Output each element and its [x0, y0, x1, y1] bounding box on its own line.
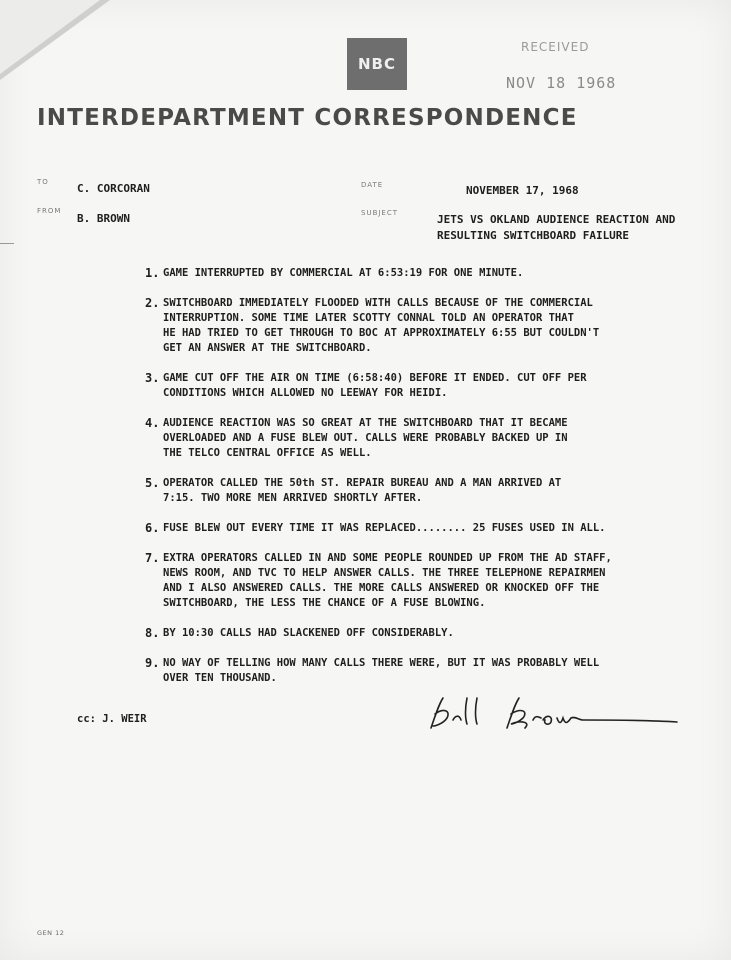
list-item — [145, 266, 705, 281]
item-text: SWITCHBOARD IMMEDIATELY FLOODED WITH CALLS BECAUSE OF THE COMMERCIAL INTERRUPTION. SOME TIME LATER SCOTTY CONNAL TOLD AN OPERATOR THAT HE HAD TRIED TO GET THROUGH TO BOC AT APPROXIMATELY 6:55 BUT COULDN'T GET AN ANSWER AT THE SWITCHBOARD. — [163, 297, 600, 354]
item-number: 4. — [145, 416, 160, 430]
item-text: GAME CUT OFF THE AIR ON TIME (6:58:40) BEFORE IT ENDED. CUT OFF PER CONDITIONS WHICH ALLOWED NO LEEWAY FOR HEIDI. — [163, 372, 587, 399]
list-item — [145, 296, 705, 356]
cc-line: cc: J. WEIR — [77, 713, 147, 725]
item-text: AUDIENCE REACTION WAS SO GREAT AT THE SWITCHBOARD THAT IT BECAME OVERLOADED AND A FUSE BLEW OUT. CALLS WERE PROBABLY BACKED UP IN THE TELCO CENTRAL OFFICE AS WELL. — [163, 417, 568, 459]
list-item — [145, 626, 705, 641]
list-item — [145, 656, 705, 686]
item-number: 2. — [145, 296, 160, 310]
item-number: 7. — [145, 551, 160, 565]
list-item — [145, 416, 705, 461]
folded-corner-highlight — [0, 0, 100, 74]
received-stamp-date: NOV 18 1968 — [506, 74, 617, 92]
from-label: FROM — [37, 207, 62, 215]
received-stamp-label: RECEIVED — [521, 40, 590, 54]
from-value: B. BROWN — [77, 212, 130, 225]
date-label: DATE — [361, 181, 384, 189]
list-item — [145, 476, 705, 506]
subject-label: SUBJECT — [361, 209, 399, 217]
document-title: INTERDEPARTMENT CORRESPONDENCE — [37, 105, 578, 131]
memo-items-list — [145, 266, 705, 701]
list-item — [145, 521, 705, 536]
item-number: 6. — [145, 521, 160, 535]
nbc-logo: NBC — [347, 38, 407, 90]
item-text: FUSE BLEW OUT EVERY TIME IT WAS REPLACED........ 25 FUSES USED IN ALL. — [163, 522, 606, 534]
hole-punch-mark — [0, 243, 14, 244]
subject-line-2: RESULTING SWITCHBOARD FAILURE — [437, 229, 630, 242]
to-value: C. CORCORAN — [77, 182, 150, 195]
list-item — [145, 551, 705, 611]
item-text: EXTRA OPERATORS CALLED IN AND SOME PEOPLE ROUNDED UP FROM THE AD STAFF, NEWS ROOM, AND TVC TO HELP ANSWER CALLS. THE THREE TELEPHONE REPAIRMEN AND I ALSO ANSWERED CALLS. THE MORE CALLS ANSWERED OR KNOCKED OFF THE SWITCHBOARD, THE LESS THE CHANCE OF A FUSE BLOWING. — [163, 552, 612, 609]
item-number: 8. — [145, 626, 160, 640]
handwritten-signature — [425, 690, 685, 740]
item-number: 1. — [145, 266, 160, 280]
date-value: NOVEMBER 17, 1968 — [466, 184, 579, 197]
item-text: BY 10:30 CALLS HAD SLACKENED OFF CONSIDERABLY. — [163, 627, 454, 639]
item-text: NO WAY OF TELLING HOW MANY CALLS THERE WERE, BUT IT WAS PROBABLY WELL OVER TEN THOUSAND. — [163, 657, 600, 684]
item-number: 3. — [145, 371, 160, 385]
item-text: GAME INTERRUPTED BY COMMERCIAL AT 6:53:19 FOR ONE MINUTE. — [163, 267, 524, 279]
item-number: 5. — [145, 476, 160, 490]
list-item — [145, 371, 705, 401]
item-number: 9. — [145, 656, 160, 670]
subject-line-1: JETS VS OKLAND AUDIENCE REACTION AND — [437, 213, 676, 226]
form-code: GEN 12 — [37, 929, 65, 937]
to-label: TO — [37, 178, 49, 186]
item-text: OPERATOR CALLED THE 50th ST. REPAIR BUREAU AND A MAN ARRIVED AT 7:15. TWO MORE MEN ARRIVED SHORTLY AFTER. — [163, 477, 562, 504]
